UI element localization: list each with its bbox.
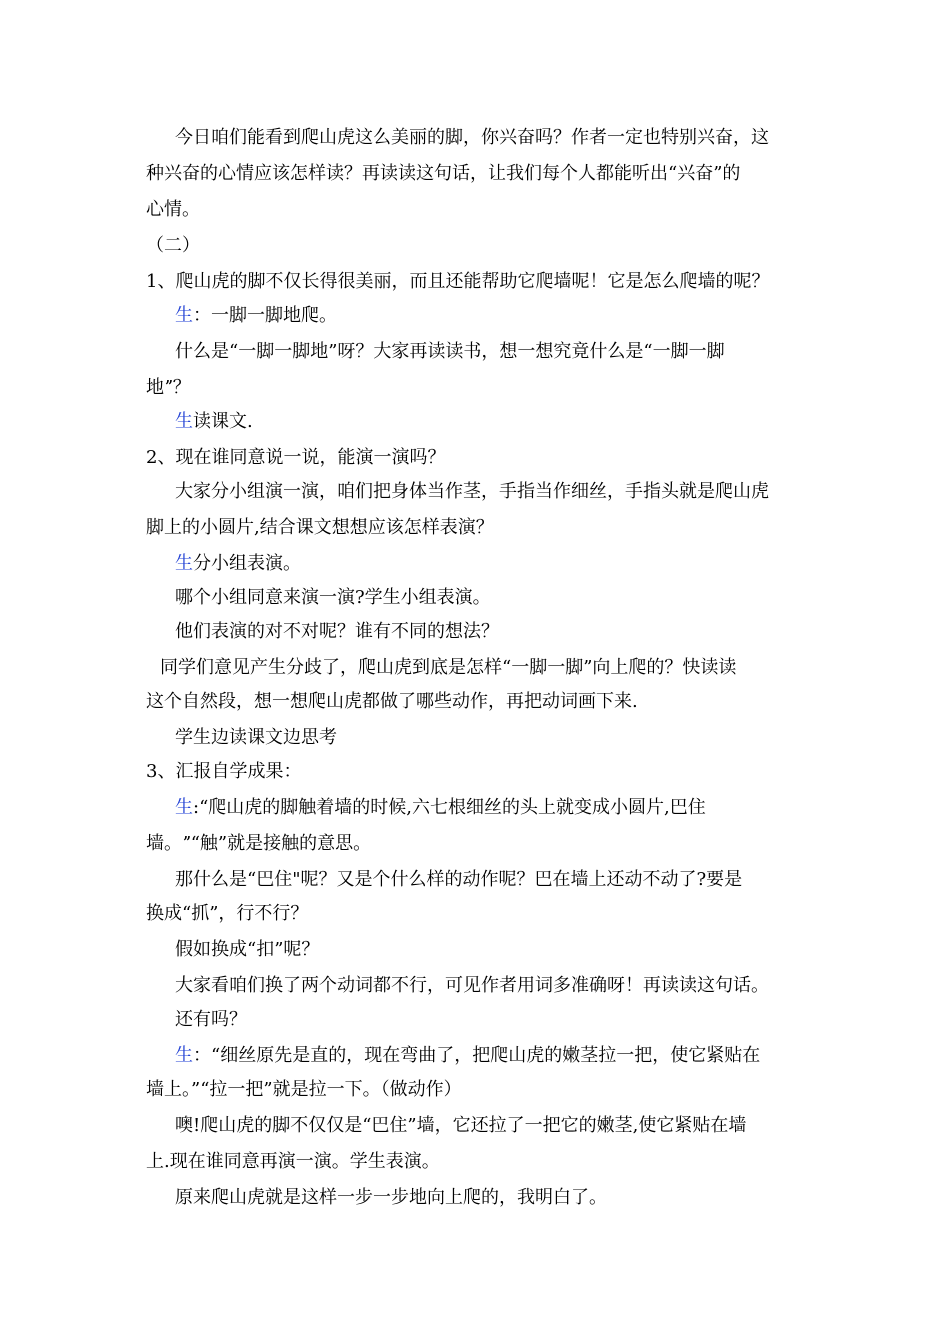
numbered-item: 1、爬山虎的脚不仅长得很美丽，而且还能帮助它爬墙呢！它是怎么爬墙的呢？: [146, 271, 770, 292]
paragraph-line: 原来爬山虎就是这样一步一步地向上爬的，我明白了。: [175, 1187, 607, 1208]
paragraph-line: 地ˮ？: [146, 377, 191, 398]
paragraph-line: 心情。: [146, 199, 200, 220]
student-response: 生分小组表演。: [175, 553, 301, 574]
student-response: 生：“细丝原先是直的，现在弯曲了，把爬山虎的嫩茎拉一把，使它紧贴在: [175, 1045, 761, 1066]
paragraph-line: 上.现在谁同意再演一演。学生表演。: [146, 1151, 440, 1172]
numbered-item: 2、现在谁同意说一说，能演一演吗？: [146, 447, 446, 468]
paragraph-line: 同学们意见产生分歧了，爬山虎到底是怎样“一脚一脚”向上爬的？快读读: [160, 657, 737, 678]
paragraph-line: 种兴奋的心情应该怎样读？再读读这句话，让我们每个人都能听出“兴奋”的: [146, 163, 741, 184]
paragraph-line: 什么是“一脚一脚地”呀？大家再读读书，想一想究竟什么是“一脚一脚: [175, 341, 725, 362]
speaker-label: 生: [175, 1045, 193, 1066]
paragraph-line: 假如换成“扣”呢？: [175, 939, 320, 960]
section-heading: （二）: [146, 235, 200, 256]
paragraph-line: 墙。ˮ“触”就是接触的意思。: [146, 833, 372, 854]
paragraph-line: 还有吗？: [175, 1009, 247, 1030]
paragraph-line: 今日咱们能看到爬山虎这么美丽的脚，你兴奋吗？作者一定也特别兴奋，这: [175, 127, 769, 148]
paragraph-line: 噢!爬山虎的脚不仅仅是“巴住”墙，它还拉了一把它的嫩茎,使它紧贴在墙: [175, 1115, 747, 1136]
paragraph-line: 他们表演的对不对呢？谁有不同的想法？: [175, 621, 499, 642]
paragraph-line: 大家看咱们换了两个动词都不行，可见作者用词多准确呀！再读读这句话。: [175, 975, 769, 996]
paragraph-line: 换成“抓”，行不行？: [146, 903, 309, 924]
paragraph-line: 哪个小组同意来演一演?学生小组表演。: [175, 587, 491, 608]
speaker-label: 生: [175, 411, 193, 432]
numbered-item: 3、汇报自学成果：: [146, 761, 302, 782]
paragraph-line: 大家分小组演一演，咱们把身体当作茎，手指当作细丝，手指头就是爬山虎: [175, 481, 769, 502]
paragraph-line: 脚上的小圆片,结合课文想想应该怎样表演？: [146, 517, 494, 538]
speaker-label: 生: [175, 305, 193, 326]
student-response: 生：一脚一脚地爬。: [175, 305, 337, 326]
paragraph-line: 这个自然段，想一想爬山虎都做了哪些动作，再把动词画下来.: [146, 691, 638, 712]
paragraph-line: 那什么是“巴住"呢？又是个什么样的动作呢？巴在墙上还动不动了?要是: [175, 869, 743, 890]
speaker-label: 生: [175, 797, 193, 818]
speaker-label: 生: [175, 553, 193, 574]
student-response: 生:“爬山虎的脚触着墙的时候,六七根细丝的头上就变成小圆片,巴住: [175, 797, 706, 818]
student-response: 生读课文.: [175, 411, 253, 432]
paragraph-line: 学生边读课文边思考: [175, 727, 337, 748]
paragraph-line: 墙上。”“拉一把”就是拉一下。（做动作）: [146, 1079, 462, 1100]
